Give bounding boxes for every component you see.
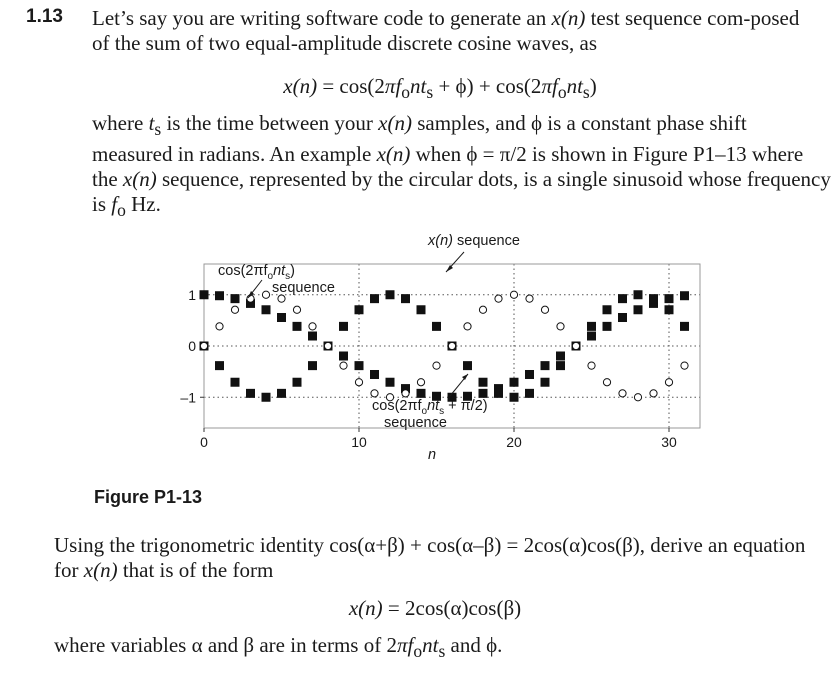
cos-a-nt: nt [273,263,286,279]
series-0-square-10 [355,361,364,370]
eq1-sub-o: o [401,82,411,103]
eq1-pi: π [384,74,396,98]
series-0-square-20 [510,378,519,387]
p2-e: sequence, represented by the circular dots, is a single sinusoid whose frequency is [92,167,831,217]
p4-sub-o: o [413,641,423,662]
series-1-square-27 [618,294,627,303]
series-0-square-14 [417,389,426,398]
series-1-square-11 [370,294,379,303]
eq1-f-2: f [551,74,558,98]
series-0-square-9 [339,351,348,360]
cos-b-sequence: sequence [384,415,447,431]
cos-a-text: cos(2πf [218,263,268,279]
series-2-circle-21 [526,295,533,302]
series-2-circle-30 [665,379,672,386]
series-1-square-9 [339,322,348,331]
series-1-square-28 [634,290,643,299]
series-0-square-31 [680,291,689,300]
eq1-sub-o-2: o [557,82,567,103]
cos-a-sub: o [267,271,274,282]
eq1-nt-2: nt [566,74,583,98]
series-0-square-28 [634,305,643,314]
series-0-square-22 [541,361,550,370]
equation-1 [0,74,840,103]
series-2-circle-11 [371,390,378,397]
series-0-square-25 [587,332,596,341]
series-1-square-31 [680,322,689,331]
series-0-square-11 [370,370,379,379]
series-2-circle-8 [324,342,331,349]
series-0-square-6 [293,322,302,331]
series-0-square-27 [618,313,627,322]
eq1-plus-phi: + ϕ) + cos(2 [433,74,542,98]
y-tick-label-0: 1 [188,286,196,303]
series-2-circle-7 [309,323,316,330]
series-0-square-21 [525,370,534,379]
series-2-circle-9 [340,362,347,369]
series-2-circle-5 [278,295,285,302]
p2-f-sub: o [117,200,126,221]
cos-b-tail: + π/2) [444,398,488,414]
intro-text-b: test sequence com-posed of the sum of two equal-amplitude discrete cosine waves, as [92,6,800,55]
eq1-close: ) [589,74,597,98]
eq2-rhs: = 2cos(α)cos(β) [382,596,522,620]
eq1-sub-s: s [426,82,434,103]
y-tick-label-1: 0 [188,338,196,354]
intro-var: x(n) [551,6,586,30]
p3-a: Using the trigonometric identity cos(α+β) + cos(α–β) = 2cos(α)cos(β), derive an equation for [54,533,806,582]
series-1-square-15 [432,322,441,331]
xn-label-var: x(n) [428,233,453,249]
p2-c: samples, and ϕ is a constant phase shift measured in radians. An example [92,111,747,167]
p3-xn: x(n) [83,558,118,582]
series-1-square-20 [510,393,519,402]
series-2-circle-14 [417,379,424,386]
series-0-square-2 [231,294,240,303]
series-2-circle-29 [650,390,657,397]
series-1-square-30 [665,305,674,314]
xn-sequence-label [427,233,520,249]
x-tick-label-0: 0 [200,434,208,450]
p3-b: that is of the form [117,558,274,582]
cos-b-text: cos(2πf [372,398,422,414]
series-2-circle-13 [402,390,409,397]
series-2-circle-28 [634,394,641,401]
series-2-circle-26 [603,379,610,386]
series-1-square-29 [649,294,658,303]
series-1-square-22 [541,378,550,387]
cos-a-close: ) [290,263,295,279]
series-2-circle-4 [262,291,269,298]
p2-xn-3: x(n) [122,167,157,192]
series-1-square-17 [463,361,472,370]
series-0-square-5 [277,313,286,322]
identity-paragraph [54,533,814,583]
series-1-square-4 [262,393,271,402]
series-2-circle-0 [200,342,207,349]
series-0-square-1 [215,291,224,300]
p2-tail: Hz. [125,192,161,217]
eq1-nt: nt [410,74,427,98]
cos-b-sub2: s [439,406,445,417]
eq1-rhs-a: = cos(2 [317,74,385,98]
series-2-circle-25 [588,362,595,369]
p2-b: is the time between your [161,111,379,135]
equation-2 [0,596,840,621]
xn-label-rest: sequence [452,233,520,249]
series-0-square-7 [308,332,317,341]
series-1-square-21 [525,389,534,398]
x-tick-label-1: 10 [351,434,367,450]
p4-a: where variables α and β are in terms of 2 [54,633,397,657]
p2-f: f [111,192,118,217]
series-0-square-30 [665,294,674,303]
series-1-square-10 [355,305,364,314]
series-2-circle-27 [619,390,626,397]
x-tick-label-3: 30 [661,434,677,450]
p2-ts: t [148,111,155,135]
final-paragraph [54,633,814,664]
cos-a-sub2: s [285,271,291,282]
series-2-circle-10 [355,379,362,386]
p2-xn-2: x(n) [376,142,411,167]
series-0-square-4 [262,305,271,314]
series-2-circle-17 [464,323,471,330]
series-1-square-3 [246,389,255,398]
series-2-circle-22 [541,306,548,313]
series-2-circle-23 [557,323,564,330]
problem-number: 1.13 [26,6,63,27]
series-2-circle-16 [448,342,455,349]
series-0-square-18 [479,389,488,398]
p4-b: and ϕ. [445,633,503,657]
figure-p1-13-plot [150,228,710,468]
p4-pi: π [396,633,408,657]
intro-paragraph [92,6,822,56]
eq1-sub-s-2: s [582,82,590,103]
figure-label: Figure P1-13 [94,487,203,507]
series-1-square-1 [215,361,224,370]
p2-ts-sub: s [154,119,162,140]
series-1-square-14 [417,305,426,314]
p2-xn-1: x(n) [378,111,412,135]
series-1-square-13 [401,294,410,303]
series-1-square-2 [231,378,240,387]
series-1-square-23 [556,361,565,370]
series-1-square-5 [277,389,286,398]
p4-sub-s: s [438,641,446,662]
series-2-circle-31 [681,362,688,369]
series-2-circle-24 [572,342,579,349]
eq1-pi-2: π [541,74,552,98]
series-2-circle-19 [495,295,502,302]
series-0-square-26 [603,322,612,331]
series-1-square-18 [479,378,488,387]
x-axis-label: n [428,447,437,463]
intro-text-a: Let’s say you are writing software code to generate an [92,6,552,30]
p4-nt: nt [422,633,439,657]
series-1-square-7 [308,361,317,370]
cos-b-sub: o [421,406,428,417]
description-paragraph [92,111,832,223]
cos-a-sequence: sequence [272,280,335,296]
cos-b-nt: nt [427,398,440,414]
series-2-circle-15 [433,362,440,369]
series-1-square-25 [587,322,596,331]
p4-f: f [407,633,414,657]
series-2-circle-1 [216,323,223,330]
series-1-square-12 [386,290,395,299]
eq1-lhs: x(n) [283,74,318,98]
series-2-circle-2 [231,306,238,313]
p2-a: where [92,111,149,135]
eq1-f: f [395,74,402,98]
series-1-square-6 [293,378,302,387]
series-0-square-12 [386,378,395,387]
series-2-circle-20 [510,291,517,298]
series-2-circle-18 [479,306,486,313]
series-0-square-0 [200,290,209,299]
series-2-circle-6 [293,306,300,313]
cos-b-arrowhead [462,374,468,380]
series-1-square-26 [603,305,612,314]
x-tick-label-2: 20 [506,434,522,450]
y-tick-label-2: –1 [180,389,196,406]
series-1-square-19 [494,389,503,398]
series-0-square-23 [556,351,565,360]
eq2-lhs: x(n) [348,596,383,620]
p2-d: when ϕ = π/2 is shown in Figure P1–13 where the [92,142,804,192]
